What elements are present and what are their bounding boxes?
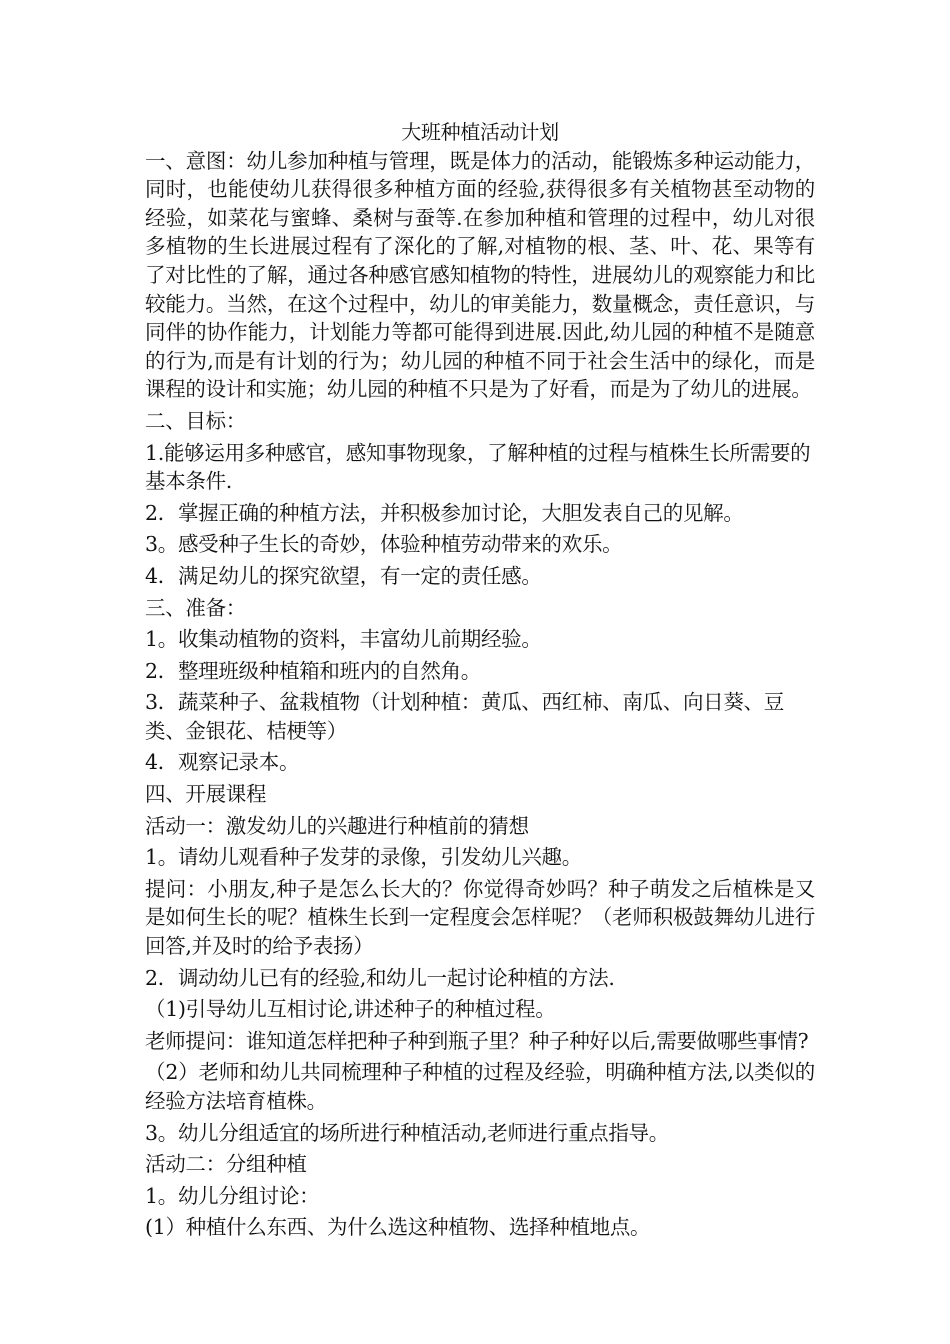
document-title: 大班种植活动计划 — [401, 120, 559, 144]
activity-1-question: 提问：小朋友,种子是怎么长大的？你觉得奇妙吗？种子萌发之后植株是又是如何生长的呢？植株生长到一定程度会怎样呢？（老师积极鼓舞幼儿进行回答,并及时的给予表扬） — [145, 876, 815, 959]
activity-1-step-2-2: （2）老师和幼儿共同梳理种子种植的过程及经验，明确种植方法,以类似的经验方法培育植株。 — [145, 1060, 815, 1113]
document-body — [145, 118, 815, 1242]
activity-2-heading: 活动二：分组种植 — [145, 1152, 307, 1177]
activity-2-step-1: 1。幼儿分组讨论： — [145, 1183, 320, 1208]
course-heading: 四、开展课程 — [145, 782, 267, 807]
activity-1-teacher-question: 老师提问：谁知道怎样把种子种到瓶子里？种子种好以后,需要做哪些事情? — [145, 1028, 809, 1053]
activity-1-step-2-1: （1)引导幼儿互相讨论,讲述种子的种植过程。 — [145, 997, 556, 1022]
goal-item-4: 4．满足幼儿的探究欲望，有一定的责任感。 — [145, 563, 542, 588]
goals-heading: 二、目标： — [145, 408, 246, 433]
goal-item-3: 3。感受种子生长的奇妙，体验种植劳动带来的欢乐。 — [145, 532, 623, 557]
activity-1-heading: 活动一：激发幼儿的兴趣进行种植前的猜想 — [145, 813, 529, 838]
prep-heading: 三、准备： — [145, 595, 246, 620]
activity-1-step-1: 1。请幼儿观看种子发芽的录像，引发幼儿兴趣。 — [145, 845, 582, 870]
activity-1-step-3: 3。幼儿分组适宜的场所进行种植活动,老师进行重点指导。 — [145, 1120, 669, 1145]
activity-2-step-1-1: (1）种植什么东西、为什么选这种植物、选择种植地点。 — [145, 1215, 651, 1240]
prep-item-2: 2．整理班级种植箱和班内的自然角。 — [145, 658, 481, 683]
prep-item-1: 1。收集动植物的资料，丰富幼儿前期经验。 — [145, 627, 542, 652]
goal-item-1: 1.能够运用多种感官，感知事物现象，了解种植的过程与植株生长所需要的基本条件. — [145, 440, 811, 494]
prep-item-3: 3．蔬菜种子、盆栽植物（计划种植：黄瓜、西红柿、南瓜、向日葵、豆类、金银花、桔梗等） — [145, 690, 784, 743]
goal-item-2: 2．掌握正确的种植方法，并积极参加讨论，大胆发表自己的见解。 — [145, 500, 744, 525]
activity-1-step-2: 2．调动幼儿已有的经验,和幼儿一起讨论种植的方法. — [145, 965, 615, 990]
intent-paragraph: 一、意图：幼儿参加种植与管理，既是体力的活动，能锻炼多种运动能力，同时，也能使幼儿获得很多种植方面的经验,获得很多有关植物甚至动物的经验，如菜花与蜜蜂、桑树与蚕等.在参加种植和管理的过程中，幼儿对很多植物的生长进展过程有了深化的了解,对植物的根、茎、叶、花、果等有了对比性的了解，通过各种感官感知植物的特性，进展幼儿的观察能力和比较能力。当然，在这个过程中，幼儿的审美能力，数量概念，责任意识，与同伴的协作能力，计划能力等都可能得到进展.因此,幼儿园的种植不是随意的行为,而是有计划的行为；幼儿园的种植不同于社会生活中的绿化，而是课程的设计和实施；幼儿园的种植不只是为了好看，而是为了幼儿的进展。 — [145, 148, 815, 402]
prep-item-4: 4．观察记录本。 — [145, 750, 300, 775]
